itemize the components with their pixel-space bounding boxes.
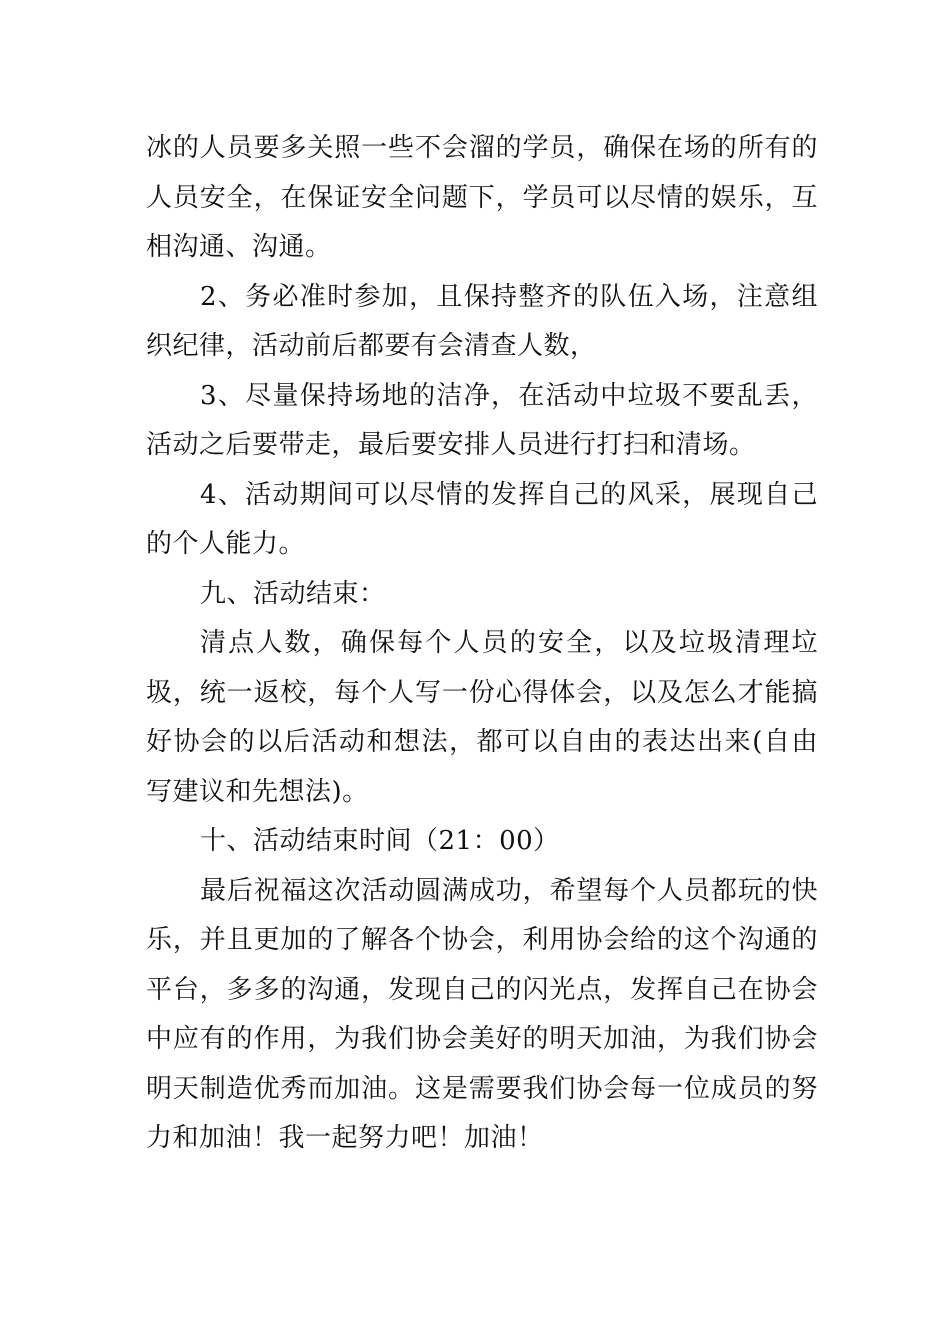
paragraph-closing-wishes: 最后祝福这次活动圆满成功，希望每个人员都玩的快乐，并且更加的了解各个协会，利用协会给的这个沟通的平台，多多的沟通，发现自己的闪光点，发挥自己在协会中应有的作用，为我们协会美好的明天加油，为我们协会明天制造优秀而加油。这是需要我们协会每一位成员的努力和加油！我一起努力吧！加油！	[146, 875, 818, 1153]
paragraph-activity-end-details: 清点人数，确保每个人员的安全，以及垃圾清理垃圾，统一返校，每个人写一份心得体会，以及怎么才能搞好协会的以后活动和想法，都可以自由的表达出来(自由写建议和先想法)。	[146, 628, 818, 807]
section-heading-activity-end: 九、活动结束：	[200, 578, 386, 609]
paragraph-rule-3-cleanliness: 3、尽量保持场地的洁净，在活动中垃圾不要乱丢，活动之后要带走，最后要安排人员进行打扫和清场。	[146, 380, 818, 460]
document-body	[146, 124, 818, 1164]
paragraph-continuation-safety: 冰的人员要多关照一些不会溜的学员，确保在场的所有的人员安全，在保证安全问题下，学员可以尽情的娱乐，互相沟通、沟通。	[146, 133, 818, 262]
paragraph-rule-4-expression: 4、活动期间可以尽情的发挥自己的风采，展现自己的个人能力。	[146, 479, 818, 559]
paragraph-rule-2-punctuality: 2、务必准时参加，且保持整齐的队伍入场，注意组织纪律，活动前后都要有会清查人数，	[146, 281, 818, 361]
section-heading-end-time: 十、活动结束时间（21：00）	[200, 826, 560, 856]
